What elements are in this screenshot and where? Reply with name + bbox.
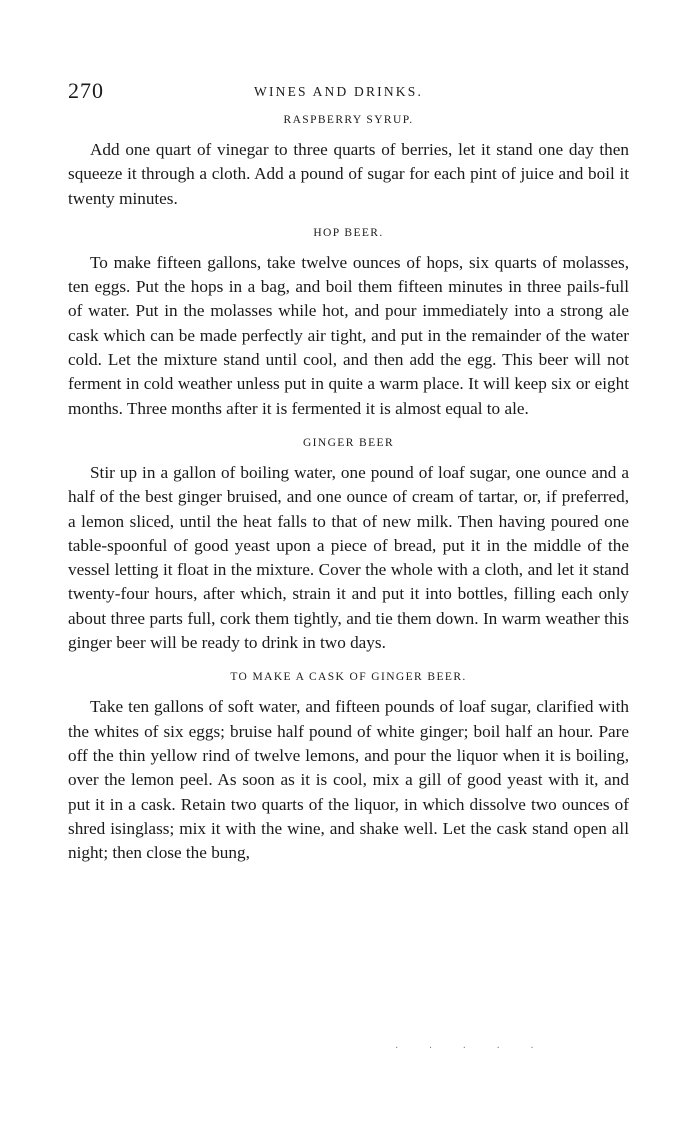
recipe-title: TO MAKE A CASK OF GINGER BEER.	[230, 671, 467, 684]
print-specks: · · · · ·	[395, 1043, 548, 1054]
recipe-text: To make fifteen gallons, take twelve ounces of hops, six quarts of molasses, ten eggs. Put the hops in a bag, and boil them fifteen minutes in three pails-full of water. Put in the molasses while hot, and pour immediately into a strong ale cask which can be made perfectly air tight, and put in the remainder of the water cold. Let the mixture stand until cool, and then add the egg. This beer will not ferment in cold weather unless put in quite a warm place. It will keep six or eight months. Three months after it is fermented it is almost equal to ale.	[68, 252, 629, 418]
recipe-cask-ginger-beer	[68, 669, 629, 865]
running-head	[68, 78, 629, 112]
recipe-ginger-beer	[68, 435, 629, 655]
recipe-title: GINGER BEER	[302, 436, 395, 449]
running-title: WINES AND DRINKS.	[254, 84, 424, 99]
recipe-text: Stir up in a gallon of boiling water, one pound of loaf sugar, one ounce and a half of the best ginger bruised, and one ounce of cream of tartar, or, if preferred, a lemon sliced, until the heat falls to that of new milk. Then having poured one table-spoonful of good yeast upon a piece of bread, put it in the middle of the vessel letting it float in the mixture. Cover the whole with a cloth, and let it stand twenty-four hours, after which, strain it and put it into bottles, filling each only about three parts full, cork them tightly, and tie them down. In warm weather this ginger beer will be ready to drink in two days.	[68, 462, 629, 653]
recipe-text: Add one quart of vinegar to three quarts of berries, let it stand one day then squeeze it through a cloth. Add a pound of sugar for each pint of juice and boil it twenty minutes.	[68, 140, 629, 208]
recipe-title: RASPBERRY SYRUP.	[283, 114, 414, 126]
recipe-raspberry-syrup	[68, 112, 629, 211]
book-page	[68, 78, 629, 865]
recipe-title: HOP BEER.	[313, 226, 384, 239]
recipe-text: Take ten gallons of soft water, and fifteen pounds of loaf sugar, clarified with the whites of six eggs; bruise half pound of white ginger; boil half an hour. Pare off the thin yellow rind of twelve lemons, and pour the liquor when it is boiling, over the lemon peel. As soon as it is cool, mix a gill of good yeast with it, and put it in a cask. Retain two quarts of the liquor, in which dissolve two ounces of shred isinglass; mix it with the wine, and shake well. Let the cask stand open all night; then close the bung,	[68, 697, 629, 863]
page-number: 270	[68, 78, 104, 103]
recipe-hop-beer	[68, 225, 629, 421]
